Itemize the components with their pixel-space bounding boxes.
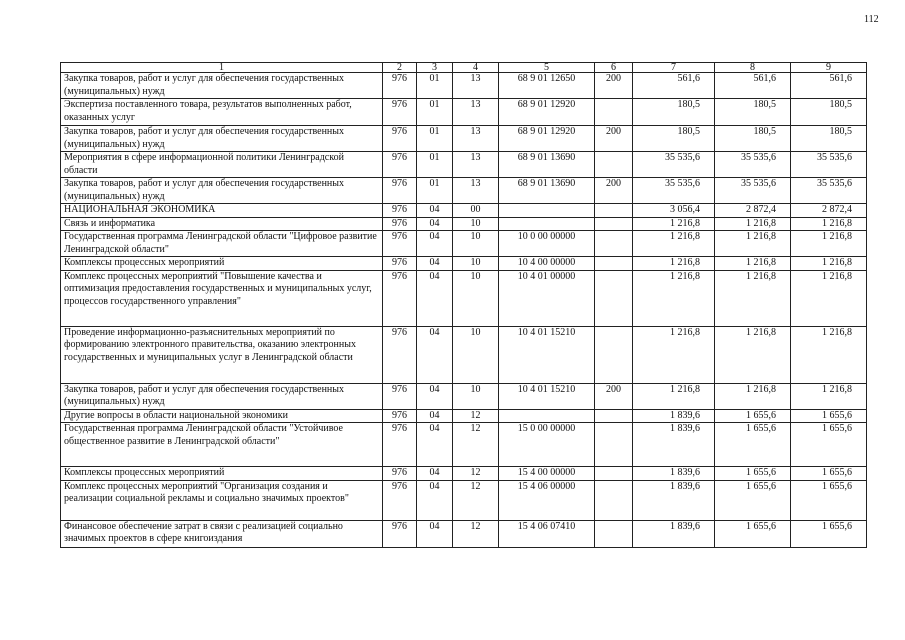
- cell-name: Комплекс процессных мероприятий "Организация создания и реализации социальной рекламы и социально значимых проектов": [61, 480, 383, 520]
- cell-value-2024: 180,5: [715, 126, 791, 152]
- cell-type: 200: [595, 178, 633, 204]
- cell-name: Государственная программа Ленинградской области "Цифровое развитие Ленинградской области": [61, 231, 383, 257]
- cell-value-2023: 1 216,8: [633, 383, 715, 409]
- table-row: [61, 73, 867, 99]
- cell-admin: 976: [383, 383, 417, 409]
- cell-type: 200: [595, 126, 633, 152]
- cell-section: 04: [417, 270, 453, 326]
- col-header: 4: [453, 63, 499, 73]
- cell-admin: 976: [383, 204, 417, 218]
- cell-section: 01: [417, 99, 453, 126]
- cell-admin: 976: [383, 217, 417, 231]
- cell-subsection: 10: [453, 326, 499, 383]
- cell-subsection: 13: [453, 152, 499, 178]
- cell-section: 04: [417, 467, 453, 481]
- cell-value-2023: 3 056,4: [633, 204, 715, 218]
- cell-value-2024: 1 655,6: [715, 467, 791, 481]
- cell-section: 04: [417, 257, 453, 271]
- table-row: [61, 409, 867, 423]
- cell-admin: 976: [383, 99, 417, 126]
- cell-value-2023: 35 535,6: [633, 152, 715, 178]
- col-header: 1: [61, 63, 383, 73]
- cell-name: Комплексы процессных мероприятий: [61, 467, 383, 481]
- cell-admin: 976: [383, 270, 417, 326]
- cell-admin: 976: [383, 178, 417, 204]
- table-row: [61, 520, 867, 547]
- cell-name: Мероприятия в сфере информационной политики Ленинградской области: [61, 152, 383, 178]
- cell-admin: 976: [383, 126, 417, 152]
- cell-name: Проведение информационно-разъяснительных мероприятий по формированию электронного правительства, оказанию электронных государственных и муниципальных услуг в Ленинградской области: [61, 326, 383, 383]
- cell-type: [595, 480, 633, 520]
- budget-table: [60, 62, 867, 548]
- cell-value-2025: 1 216,8: [791, 326, 867, 383]
- cell-target: 68 9 01 12650: [499, 73, 595, 99]
- cell-value-2025: 1 216,8: [791, 231, 867, 257]
- cell-subsection: 10: [453, 217, 499, 231]
- cell-target: 68 9 01 13690: [499, 152, 595, 178]
- cell-value-2024: 561,6: [715, 73, 791, 99]
- cell-admin: 976: [383, 423, 417, 467]
- cell-type: [595, 257, 633, 271]
- cell-value-2023: 1 839,6: [633, 480, 715, 520]
- cell-name: Комплекс процессных мероприятий "Повышение качества и оптимизация предоставления государственных и муниципальных услуг, процессов государственного управления": [61, 270, 383, 326]
- cell-name: Другие вопросы в области национальной экономики: [61, 409, 383, 423]
- table-row: [61, 423, 867, 467]
- cell-value-2025: 2 872,4: [791, 204, 867, 218]
- cell-type: [595, 231, 633, 257]
- col-header: 8: [715, 63, 791, 73]
- cell-value-2023: 180,5: [633, 99, 715, 126]
- cell-name: Закупка товаров, работ и услуг для обеспечения государственных (муниципальных) нужд: [61, 73, 383, 99]
- table-row: [61, 126, 867, 152]
- cell-value-2025: 1 655,6: [791, 480, 867, 520]
- cell-value-2023: 1 216,8: [633, 217, 715, 231]
- cell-value-2023: 1 839,6: [633, 467, 715, 481]
- cell-subsection: 13: [453, 73, 499, 99]
- cell-type: [595, 270, 633, 326]
- cell-value-2025: 561,6: [791, 73, 867, 99]
- cell-target: 68 9 01 13690: [499, 178, 595, 204]
- cell-value-2024: 1 216,8: [715, 383, 791, 409]
- cell-admin: 976: [383, 152, 417, 178]
- cell-value-2023: 1 216,8: [633, 270, 715, 326]
- table-row: [61, 152, 867, 178]
- cell-subsection: 12: [453, 467, 499, 481]
- cell-value-2025: 1 655,6: [791, 467, 867, 481]
- cell-section: 04: [417, 217, 453, 231]
- cell-section: 04: [417, 423, 453, 467]
- cell-subsection: 13: [453, 178, 499, 204]
- cell-section: 01: [417, 73, 453, 99]
- cell-name: Государственная программа Ленинградской области "Устойчивое общественное развитие в Ленинградской области": [61, 423, 383, 467]
- cell-value-2024: 1 216,8: [715, 217, 791, 231]
- cell-value-2024: 1 216,8: [715, 270, 791, 326]
- cell-value-2023: 1 839,6: [633, 409, 715, 423]
- cell-value-2024: 1 655,6: [715, 520, 791, 547]
- cell-target: 68 9 01 12920: [499, 99, 595, 126]
- cell-value-2023: 1 216,8: [633, 326, 715, 383]
- table-row: [61, 231, 867, 257]
- cell-section: 01: [417, 126, 453, 152]
- cell-type: [595, 326, 633, 383]
- cell-value-2023: 35 535,6: [633, 178, 715, 204]
- cell-value-2025: 180,5: [791, 99, 867, 126]
- table-row: [61, 326, 867, 383]
- cell-target: [499, 217, 595, 231]
- cell-value-2025: 1 655,6: [791, 409, 867, 423]
- cell-target: 10 4 01 15210: [499, 383, 595, 409]
- cell-subsection: 13: [453, 99, 499, 126]
- cell-value-2023: 1 216,8: [633, 231, 715, 257]
- cell-name: Финансовое обеспечение затрат в связи с реализацией социально значимых проектов в сфере книгоиздания: [61, 520, 383, 547]
- cell-subsection: 12: [453, 480, 499, 520]
- cell-type: [595, 152, 633, 178]
- cell-value-2023: 1 839,6: [633, 423, 715, 467]
- table-row: [61, 99, 867, 126]
- cell-admin: 976: [383, 467, 417, 481]
- cell-section: 04: [417, 383, 453, 409]
- table-row: [61, 217, 867, 231]
- cell-type: [595, 467, 633, 481]
- col-header: 9: [791, 63, 867, 73]
- table-row: [61, 383, 867, 409]
- cell-type: [595, 520, 633, 547]
- cell-type: [595, 217, 633, 231]
- cell-target: 15 4 06 07410: [499, 520, 595, 547]
- cell-section: 04: [417, 326, 453, 383]
- cell-target: [499, 204, 595, 218]
- cell-target: 10 4 01 15210: [499, 326, 595, 383]
- cell-section: 04: [417, 204, 453, 218]
- cell-section: 04: [417, 480, 453, 520]
- table-row: [61, 257, 867, 271]
- cell-value-2025: 35 535,6: [791, 152, 867, 178]
- cell-type: [595, 423, 633, 467]
- cell-type: [595, 99, 633, 126]
- cell-value-2023: 1 216,8: [633, 257, 715, 271]
- cell-name: Закупка товаров, работ и услуг для обеспечения государственных (муниципальных) нужд: [61, 126, 383, 152]
- col-header: 5: [499, 63, 595, 73]
- cell-admin: 976: [383, 326, 417, 383]
- cell-subsection: 12: [453, 520, 499, 547]
- cell-subsection: 10: [453, 231, 499, 257]
- cell-value-2024: 1 216,8: [715, 257, 791, 271]
- cell-value-2025: 1 216,8: [791, 257, 867, 271]
- cell-name: Связь и информатика: [61, 217, 383, 231]
- cell-type: [595, 409, 633, 423]
- cell-admin: 976: [383, 257, 417, 271]
- cell-name: НАЦИОНАЛЬНАЯ ЭКОНОМИКА: [61, 204, 383, 218]
- cell-value-2024: 1 655,6: [715, 423, 791, 467]
- cell-subsection: 10: [453, 257, 499, 271]
- cell-target: 15 0 00 00000: [499, 423, 595, 467]
- cell-section: 01: [417, 152, 453, 178]
- cell-name: Закупка товаров, работ и услуг для обеспечения государственных (муниципальных) нужд: [61, 178, 383, 204]
- cell-subsection: 12: [453, 409, 499, 423]
- cell-admin: 976: [383, 73, 417, 99]
- cell-value-2025: 1 655,6: [791, 520, 867, 547]
- cell-value-2024: 1 216,8: [715, 231, 791, 257]
- cell-name: Комплексы процессных мероприятий: [61, 257, 383, 271]
- table-row: [61, 178, 867, 204]
- cell-target: 10 4 00 00000: [499, 257, 595, 271]
- cell-subsection: 10: [453, 270, 499, 326]
- cell-value-2023: 1 839,6: [633, 520, 715, 547]
- cell-value-2025: 1 216,8: [791, 270, 867, 326]
- cell-subsection: 13: [453, 126, 499, 152]
- col-header: 2: [383, 63, 417, 73]
- cell-subsection: 10: [453, 383, 499, 409]
- cell-type: 200: [595, 73, 633, 99]
- cell-value-2024: 35 535,6: [715, 152, 791, 178]
- cell-value-2024: 180,5: [715, 99, 791, 126]
- cell-admin: 976: [383, 520, 417, 547]
- cell-value-2025: 1 216,8: [791, 383, 867, 409]
- cell-section: 04: [417, 409, 453, 423]
- table-row: [61, 467, 867, 481]
- cell-target: 68 9 01 12920: [499, 126, 595, 152]
- cell-value-2025: 1 655,6: [791, 423, 867, 467]
- cell-admin: 976: [383, 480, 417, 520]
- cell-target: 10 4 01 00000: [499, 270, 595, 326]
- cell-section: 01: [417, 178, 453, 204]
- table-row: [61, 270, 867, 326]
- cell-value-2025: 180,5: [791, 126, 867, 152]
- cell-target: 15 4 06 00000: [499, 480, 595, 520]
- cell-subsection: 12: [453, 423, 499, 467]
- col-header: 3: [417, 63, 453, 73]
- cell-admin: 976: [383, 409, 417, 423]
- cell-type: 200: [595, 383, 633, 409]
- cell-value-2023: 561,6: [633, 73, 715, 99]
- cell-value-2024: 35 535,6: [715, 178, 791, 204]
- page-number: 112: [864, 14, 879, 25]
- table-row: [61, 204, 867, 218]
- cell-name: Закупка товаров, работ и услуг для обеспечения государственных (муниципальных) нужд: [61, 383, 383, 409]
- cell-value-2025: 1 216,8: [791, 217, 867, 231]
- cell-name: Экспертиза поставленного товара, результатов выполненных работ, оказанных услуг: [61, 99, 383, 126]
- cell-admin: 976: [383, 231, 417, 257]
- cell-target: [499, 409, 595, 423]
- cell-type: [595, 204, 633, 218]
- cell-target: 10 0 00 00000: [499, 231, 595, 257]
- cell-value-2024: 1 655,6: [715, 480, 791, 520]
- cell-value-2024: 2 872,4: [715, 204, 791, 218]
- cell-subsection: 00: [453, 204, 499, 218]
- cell-section: 04: [417, 231, 453, 257]
- col-header: 6: [595, 63, 633, 73]
- cell-target: 15 4 00 00000: [499, 467, 595, 481]
- cell-value-2023: 180,5: [633, 126, 715, 152]
- cell-value-2025: 35 535,6: [791, 178, 867, 204]
- cell-value-2024: 1 216,8: [715, 326, 791, 383]
- table-row: [61, 480, 867, 520]
- cell-section: 04: [417, 520, 453, 547]
- cell-value-2024: 1 655,6: [715, 409, 791, 423]
- col-header: 7: [633, 63, 715, 73]
- header-row: [61, 63, 867, 73]
